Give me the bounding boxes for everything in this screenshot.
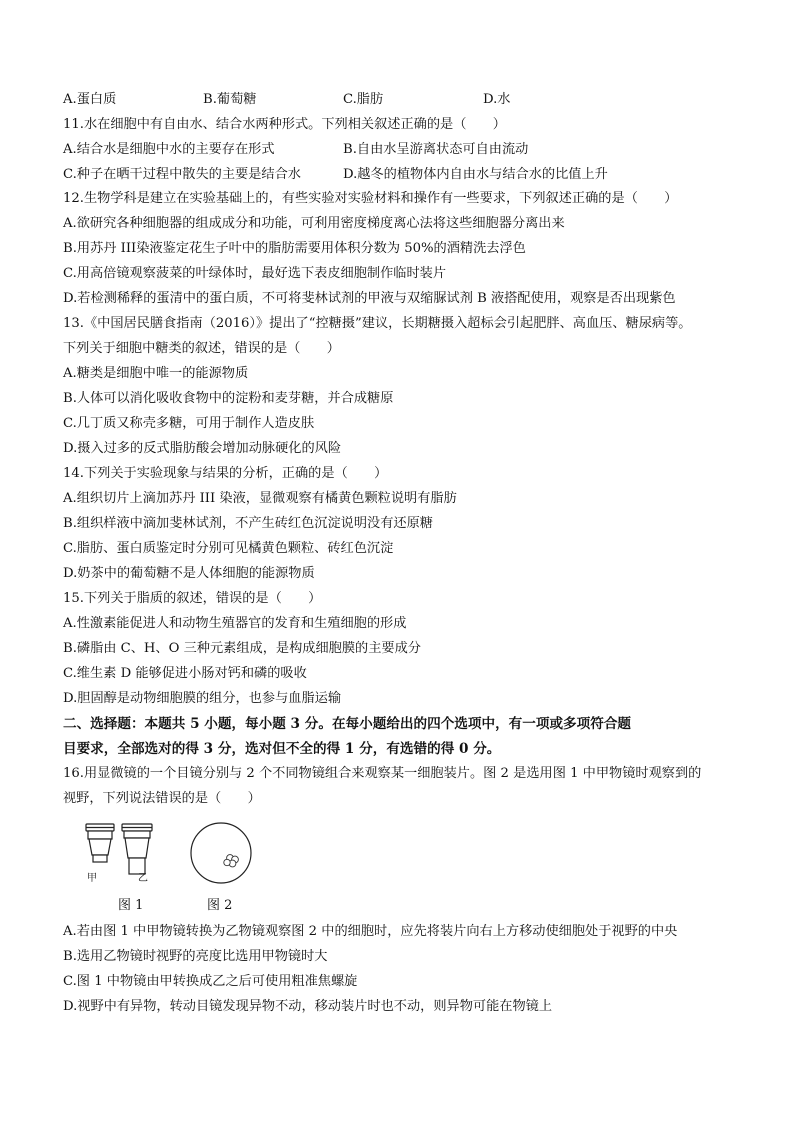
q11-stem: 11.水在细胞中有自由水、结合水两种形式。下列相关叙述正确的是（ ）: [63, 117, 506, 132]
q11-option-d: D.越冬的植物体内自由水与结合水的比值上升: [343, 167, 608, 182]
lens-label-jia: 甲: [87, 873, 97, 884]
q13-stem-line2: 下列关于细胞中糖类的叙述，错误的是（ ）: [63, 341, 340, 356]
q11-option-b: B.自由水呈游离状态可自由流动: [343, 142, 529, 157]
figure-2-field-of-view: [188, 820, 254, 886]
q14-stem: 14.下列关于实验现象与结果的分析，正确的是（ ）: [63, 466, 388, 481]
q12-option-d: D.若检测稀释的蛋清中的蛋白质，不可将斐林试剂的甲液与双缩脲试剂 B 液搭配使用，观察是否出现紫色: [63, 291, 676, 306]
q12-stem: 12.生物学科是建立在实验基础上的，有些实验对实验材料和操作有一些要求，下列叙述正确的是（ ）: [63, 191, 678, 206]
q14-option-c: C.脂肪、蛋白质鉴定时分别可见橘黄色颗粒、砖红色沉淀: [63, 541, 394, 556]
lens-label-yi: 乙: [138, 873, 148, 884]
q10-option-b: B.葡萄糖: [203, 92, 257, 107]
q13-option-a: A.糖类是细胞中唯一的能源物质: [63, 366, 249, 381]
q10-option-c: C.脂肪: [343, 92, 384, 107]
q13-option-b: B.人体可以消化吸收食物中的淀粉和麦芽糖，并合成糖原: [63, 391, 394, 406]
q10-option-a: A.蛋白质: [63, 92, 117, 107]
q13-stem-line1: 13.《中国居民膳食指南（2016）》提出了“控糖摄”建议，长期糖摄入超标会引起肥胖、高血压、糖尿病等。: [63, 316, 692, 331]
q14-option-b: B.组织样液中滴加斐林试剂，不产生砖红色沉淀说明没有还原糖: [63, 516, 433, 531]
q14-option-d: D.奶茶中的葡萄糖不是人体细胞的能源物质: [63, 566, 315, 581]
q15-option-d: D.胆固醇是动物细胞膜的组分，也参与血脂运输: [63, 691, 342, 706]
q10-option-d: D.水: [483, 92, 511, 107]
section2-heading-line2: 目要求，全部选对的得 3 分，选对但不全的得 1 分，有选错的得 0 分。: [63, 741, 501, 757]
q12-option-a: A.欲研究各种细胞器的组成成分和功能，可利用密度梯度离心法将这些细胞器分离出来: [63, 216, 565, 231]
q11-option-c: C.种子在晒干过程中散失的主要是结合水: [63, 167, 301, 182]
q13-option-c: C.几丁质又称壳多糖，可用于制作人造皮肤: [63, 416, 315, 431]
objective-lens-jia: [86, 824, 114, 862]
q12-option-b: B.用苏丹 III染液鉴定花生子叶中的脂肪需要用体积分数为 50%的酒精洗去浮色: [63, 241, 526, 256]
q15-option-c: C.维生素 D 能够促进小肠对钙和磷的吸收: [63, 666, 307, 681]
q14-option-a: A.组织切片上滴加苏丹 III 染液，显微观察有橘黄色颗粒说明有脂肪: [63, 491, 457, 506]
q16-option-a: A.若由图 1 中甲物镜转换为乙物镜观察图 2 中的细胞时，应先将装片向右上方移动使细胞处于视野的中央: [63, 924, 678, 939]
q13-option-d: D.摄入过多的反式脂肪酸会增加动脉硬化的风险: [63, 441, 342, 456]
section2-heading-line1: 二、选择题：本题共 5 小题，每小题 3 分。在每小题给出的四个选项中，有一项或多项符合题: [63, 716, 632, 732]
q15-stem: 15.下列关于脂质的叙述，错误的是（ ）: [63, 591, 322, 606]
objective-lens-yi: [122, 824, 152, 874]
q16-option-d: D.视野中有异物，转动目镜发现异物不动，移动装片时也不动，则异物可能在物镜上: [63, 999, 553, 1014]
q16-stem-line1: 16.用显微镜的一个目镜分别与 2 个不同物镜组合来观察某一细胞装片。图 2 是选用图 1 中甲物镜时观察到的: [63, 766, 702, 781]
figure-2-caption: 图 2: [207, 898, 233, 913]
q16-stem-line2: 视野，下列说法错误的是（ ）: [63, 791, 261, 806]
q15-option-a: A.性激素能促进人和动物生殖器官的发育和生殖细胞的形成: [63, 616, 407, 631]
q16-option-c: C.图 1 中物镜由甲转换成乙之后可使用粗准焦螺旋: [63, 974, 358, 989]
q16-option-b: B.选用乙物镜时视野的亮度比选用甲物镜时大: [63, 949, 328, 964]
figure-1-caption: 图 1: [118, 898, 144, 913]
q11-option-a: A.结合水是细胞中水的主要存在形式: [63, 142, 275, 157]
q15-option-b: B.磷脂由 C、H、O 三种元素组成，是构成细胞膜的主要成分: [63, 641, 421, 656]
q12-option-c: C.用高倍镜观察菠菜的叶绿体时，最好选下表皮细胞制作临时装片: [63, 266, 447, 281]
